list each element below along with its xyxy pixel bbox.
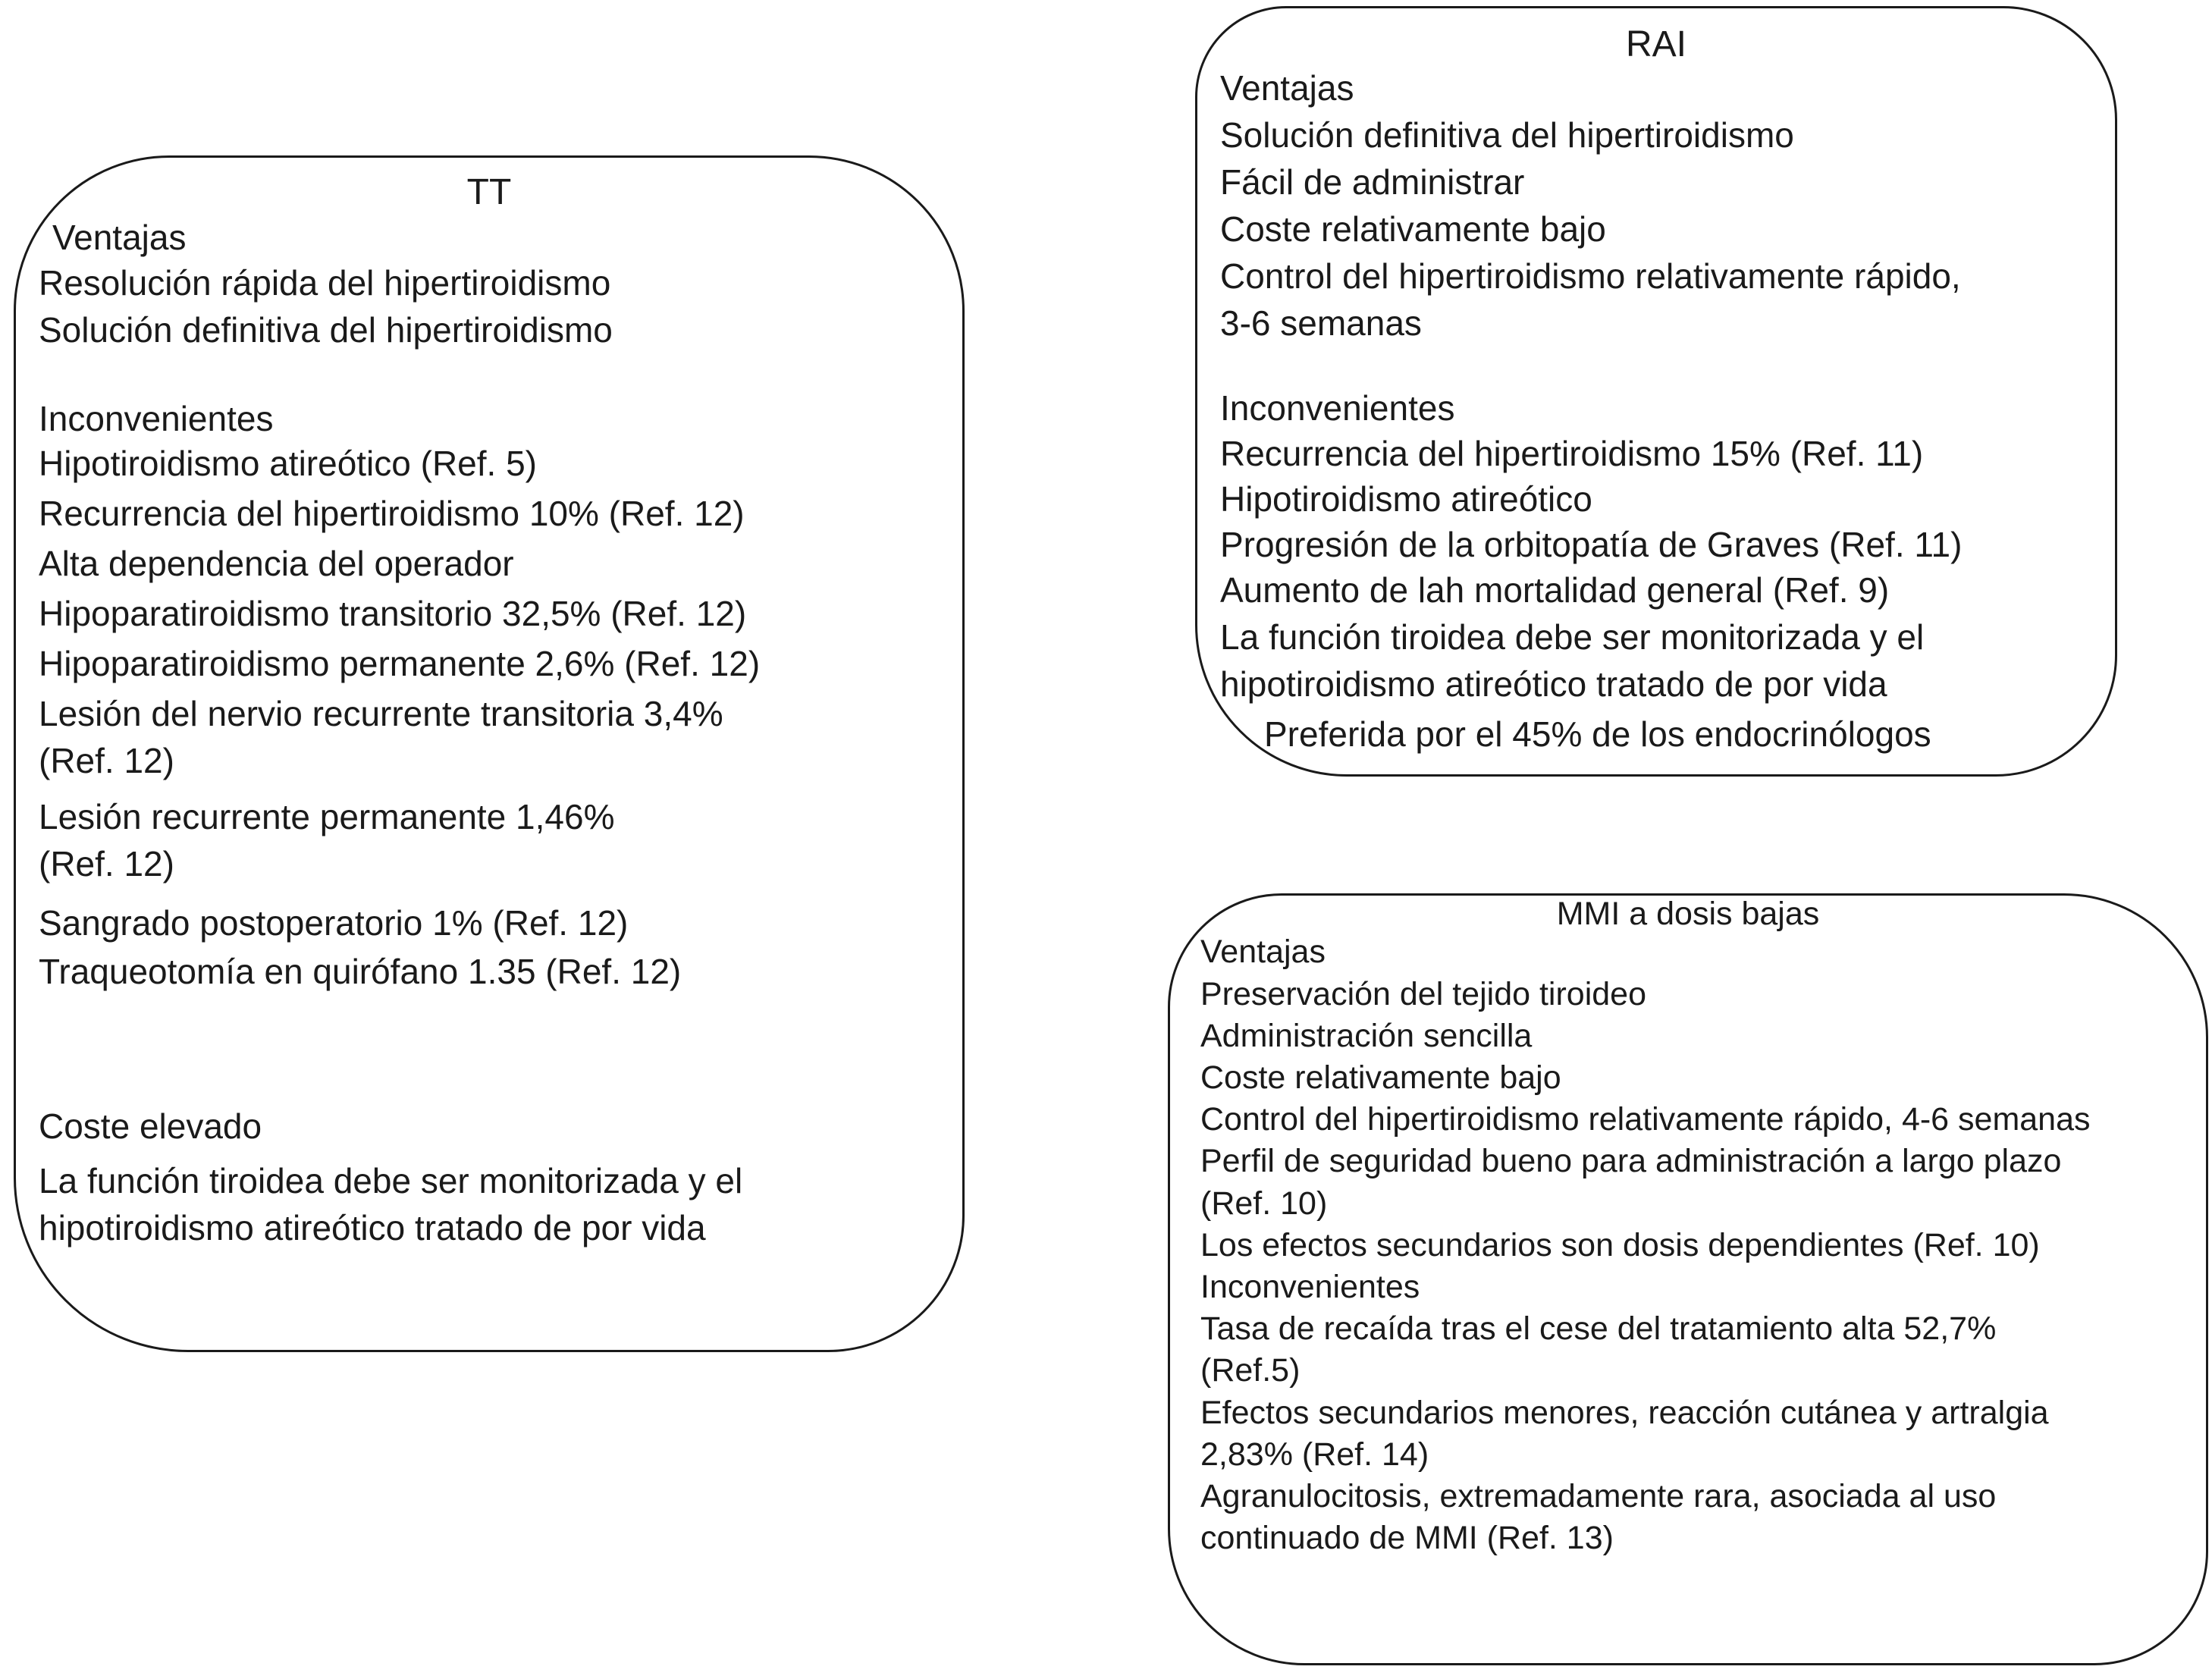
rai-line: Progresión de la orbitopatía de Graves (Ref. 11) (1220, 525, 1963, 564)
tt-line: La función tiroidea debe ser monitorizada y el (39, 1161, 743, 1200)
tt-line: Lesión del nervio recurrente transitoria 3,4% (39, 694, 723, 733)
tt-line: Hipoparatiroidismo transitorio 32,5% (Ref. 12) (39, 594, 747, 633)
mmi-ventajas-heading: Ventajas (1200, 934, 1326, 970)
tt-line: hipotiroidismo atireótico tratado de por vida (39, 1208, 706, 1247)
tt-line: Hipotiroidismo atireótico (Ref. 5) (39, 444, 538, 483)
mmi-line: continuado de MMI (Ref. 13) (1200, 1520, 1614, 1556)
rai-line: Coste relativamente bajo (1220, 209, 1606, 249)
mmi-line: Agranulocitosis, extremadamente rara, asociada al uso (1200, 1478, 1997, 1514)
rai-line: 3-6 semanas (1220, 303, 1422, 343)
mmi-title: MMI a dosis bajas (1556, 896, 1820, 932)
tt-line: Traqueotomía en quirófano 1.35 (Ref. 12) (39, 952, 682, 991)
mmi-line: Tasa de recaída tras el cese del tratamiento alta 52,7% (1200, 1310, 1997, 1347)
tt-ventajas-heading: Ventajas (52, 218, 187, 257)
tt-line: Hipoparatiroidismo permanente 2,6% (Ref. 12) (39, 644, 761, 683)
mmi-card (1168, 893, 2208, 1665)
rai-line: Solución definitiva del hipertiroidismo (1220, 115, 1794, 155)
mmi-line: Preservación del tejido tiroideo (1200, 976, 1646, 1012)
tt-inconvenientes-heading: Inconvenientes (39, 399, 274, 438)
tt-line: Solución definitiva del hipertiroidismo (39, 310, 613, 350)
rai-line: Recurrencia del hipertiroidismo 15% (Ref. 11) (1220, 434, 1924, 473)
tt-line: (Ref. 12) (39, 844, 174, 883)
mmi-line: Administración sencilla (1200, 1018, 1533, 1054)
rai-ventajas-heading: Ventajas (1220, 68, 1354, 108)
tt-line: Sangrado postoperatorio 1% (Ref. 12) (39, 903, 629, 943)
tt-title: TT (466, 172, 512, 212)
rai-card (1195, 6, 2117, 777)
rai-line: Hipotiroidismo atireótico (1220, 479, 1592, 519)
mmi-line: Efectos secundarios menores, reacción cutánea y artralgia (1200, 1395, 2049, 1431)
mmi-line: 2,83% (Ref. 14) (1200, 1436, 1429, 1473)
rai-line: Preferida por el 45% de los endocrinólogos (1264, 714, 1931, 754)
tt-line: Recurrencia del hipertiroidismo 10% (Ref. 12) (39, 494, 745, 533)
tt-card (14, 155, 965, 1352)
mmi-line: (Ref. 10) (1200, 1185, 1328, 1222)
mmi-line: Perfil de seguridad bueno para administración a largo plazo (1200, 1143, 2062, 1179)
tt-line: (Ref. 12) (39, 741, 174, 780)
rai-inconvenientes-heading: Inconvenientes (1220, 388, 1455, 428)
mmi-line: Los efectos secundarios son dosis dependientes (Ref. 10) (1200, 1227, 2040, 1263)
rai-line: Aumento de lah mortalidad general (Ref. 9) (1220, 570, 1890, 610)
mmi-line: (Ref.5) (1200, 1352, 1301, 1389)
tt-line: Resolución rápida del hipertiroidismo (39, 263, 611, 303)
rai-line: Fácil de administrar (1220, 162, 1525, 202)
rai-line: La función tiroidea debe ser monitorizada y el (1220, 617, 1925, 657)
mmi-line: Control del hipertiroidismo relativamente rápido, 4-6 semanas (1200, 1101, 2091, 1138)
mmi-line: Coste relativamente bajo (1200, 1059, 1561, 1096)
mmi-inconvenientes-heading: Inconvenientes (1200, 1269, 1420, 1305)
tt-line: Lesión recurrente permanente 1,46% (39, 797, 615, 836)
tt-line: Alta dependencia del operador (39, 544, 514, 583)
rai-line: hipotiroidismo atireótico tratado de por vida (1220, 664, 1887, 704)
rai-title: RAI (1625, 24, 1686, 64)
rai-line: Control del hipertiroidismo relativamente rápido, (1220, 256, 1961, 296)
tt-line: Coste elevado (39, 1106, 262, 1146)
